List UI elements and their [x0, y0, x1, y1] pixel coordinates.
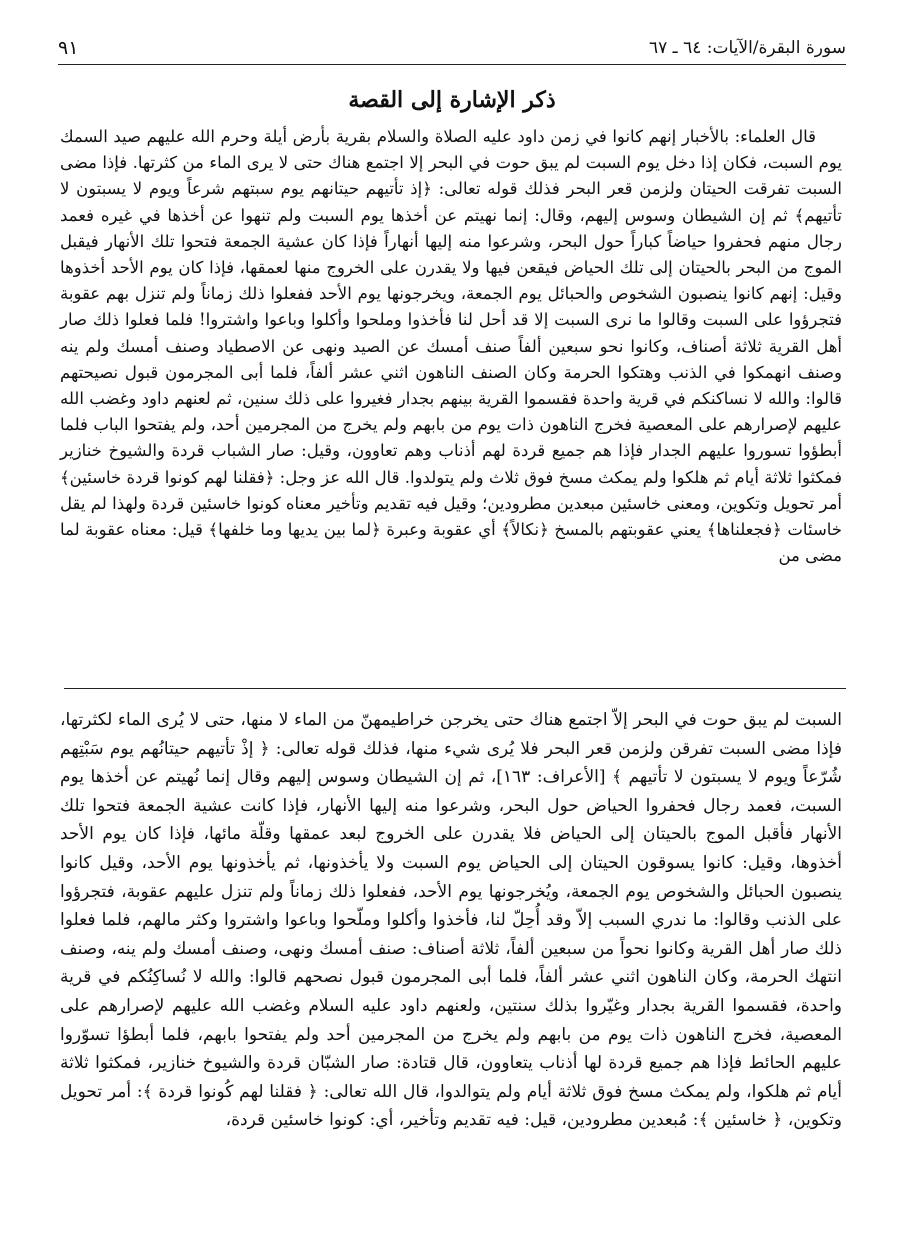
main-paragraph: قال العلماء: بالأخبار إنهم كانوا في زمن داود عليه الصلاة والسلام بقرية بأرض أيلة وحرم الله عليهم صيد السمك يوم السبت، فكان إذا دخل يوم السبت لم يبق حوت في البحر إلا اجتمع هناك حتى لا يرى الماء من كثرتها. فإذا مضى السبت تفرقت الحيتان ولزمن قعر البحر فذلك قوله تعالى: ﴿إذ تأتيهم حيتانهم يوم سبتهم شرعاً ويوم لا يسبتون لا تأتيهم﴾ ثم إن الشيطان وسوس إليهم، وقال: إنما نهيتم عن أخذها يوم السبت ولم تنهوا عن أخذها في غيره فعمد رجال منهم فحفروا حياضاً كباراً حول البحر، وشرعوا منه إليها أنهاراً فإذا كان عشية الجمعة فتحوا تلك الأنهار فيقبل الموج من البحر بالحيتان إلى تلك الحياض فيقعن فيها ولا يقدرن على الخروج منها لعمقها، فإذا كان يوم الأحد أخذوها وقيل: إنهم كانوا ينصبون الشخوص والحبائل يوم الجمعة، ويخرجونها يوم الأحد ففعلوا ذلك زماناً ولم تنزل بهم عقوبة فتجرؤوا على السبت وقالوا ما نرى السبت إلا قد أحل لنا فأخذوا وملحوا وأكلوا وباعوا واشتروا! فلما فعلوا ذلك صار أهل القرية ثلاثة أصناف، وكانوا نحو سبعين ألفاً صنف أمسك عن الصيد ونهى عن الاصطياد وصنف أمسك ولم ينه وصنف انهمكوا في الذنب وهتكوا الحرمة وكان الصنف الناهون اثني عشر ألفاً، فلما أبى المجرمون قبول نصيحتهم قالوا: والله لا نساكنكم في قرية واحدة فقسموا القرية بينهم بجدار فغيروا على ذلك سنين، ثم لعنهم داود وغضب الله عليهم لإصرارهم على المعصية فخرج الناهون ذات يوم من بابهم ولم يخرج من المجرمين أحد، ولم يفتحوا الباب فلما أبطؤوا تسوروا عليهم الجدار فإذا هم جميع قردة لهم أذناب وهم تعاوون، وقيل: صار الشباب قردة والشيوخ خنازير فمكثوا ثلاثة أيام ثم هلكوا ولم يمكث مسخ فوق ثلاث ولم يتولدوا. قال الله عز وجل: ﴿فقلنا لهم كونوا قردة خاسئين﴾ أمر تحويل وتكوين، ومعنى خاسئين مبعدين مطرودين؛ وقيل فيه تقديم وتأخير معناه كونوا خاسئين قردة ولهذا لم يقل خاسئات ﴿فجعلناها﴾ يعني عقوبتهم بالمسخ ﴿نكالاً﴾ أي عقوبة وعبرة ﴿لما بين يديها وما خلفها﴾ قيل: معناه عقوبة لما مضى من	[60, 127, 842, 566]
header-rule	[58, 64, 846, 65]
footnote-divider	[64, 688, 846, 689]
main-text	[60, 124, 842, 569]
running-title: سورة البقرة/الآيات: ٦٤ ـ ٦٧	[649, 38, 846, 58]
page-header	[58, 34, 846, 62]
footnote-paragraph: السبت لم يبق حوت في البحر إلاّ اجتمع هناك حتى يخرجن خراطيمهنّ من الماء لا منها، حتى لا يُرى الماء لكثرتها، فإذا مضى السبت تفرقن ولزمن قعر البحر فلا يُرى شيء منها، فذلك قوله تعالى: ﴿ إذْ تأتيهم حيتانُهم يوم سَبْتِهم شُرّعاً ويوم لا يسبتون لا تأتيهم ﴾ [الأعراف: ١٦٣]، ثم إن الشيطان وسوس إليهم وقال إنما نُهيتم عن أخذها يوم السبت، فعمد رجال فحفروا الحياض حول البحر، وشرعوا منه إليها الأنهار، فإذا كانت عشية الجمعة فتحوا تلك الأنهار فأقبل الموج بالحيتان إلى الحياض فلا يقدرن على الخروج لبعد عمقها وقلّة مائها، فإذا كان يوم الأحد أخذوها، وقيل: كانوا يسوقون الحيتان إلى الحياض يوم السبت ولا يأخذونها، ثم يأخذونها يوم الأحد، وقيل كانوا ينصبون الحبائل والشخوص يوم الجمعة، ويُخرجونها يوم الأحد، ففعلوا ذلك زماناً ولم تنزل عليهم عقوبة، فتجرؤوا على الذنب وقالوا: ما ندري السبب إلاّ وقد أُحِلّ لنا، فأخذوا وأكلوا وملّحوا وباعوا واشتروا وكثر مالهم، فلما فعلوا ذلك صار أهل القرية وكانوا نحواً من سبعين ألفاً، ثلاثة أصناف: صنف أمسك ونهى، وصنف أمسك ولم ينه، وصنف انتهك الحرمة، وكان الناهون اثني عشر ألفاً، فلما أبى المجرمون قبول نصحهم قالوا: والله لا نُساكِنُكم في قرية واحدة، فقسموا القرية بجدار وغيّروا بذلك سنتين، ولعنهم داود عليه السلام وغضب الله عليهم لإصرارهم على المعصية، فخرج الناهون ذات يوم من بابهم ولم يخرج من المجرمين أحد ولم يفتحوا بابهم، فلما أبطؤا تسوّروا عليهم الحائط فإذا هم جميع قردة لها أذناب يتعاوون، قال قتادة: صار الشبّان قردة والشيوخ خنازير، فمكثوا ثلاثة أيام ثم هلكوا، ولم يمكث مسخ فوق ثلاثة أيام ولم يتوالدوا، قال الله تعالى: ﴿ فقلنا لهم كُونوا قردة ﴾: أمر تحويل وتكوين، ﴿ خاسئين ﴾: مُبعدين مطرودين، قيل: فيه تقديم وتأخير، أي: كونوا خاسئين قردة،	[60, 710, 842, 1131]
footnote-text	[60, 706, 842, 1135]
section-title: ذكر الإشارة إلى القصة	[348, 87, 556, 113]
page-number: ٩١	[58, 37, 79, 59]
